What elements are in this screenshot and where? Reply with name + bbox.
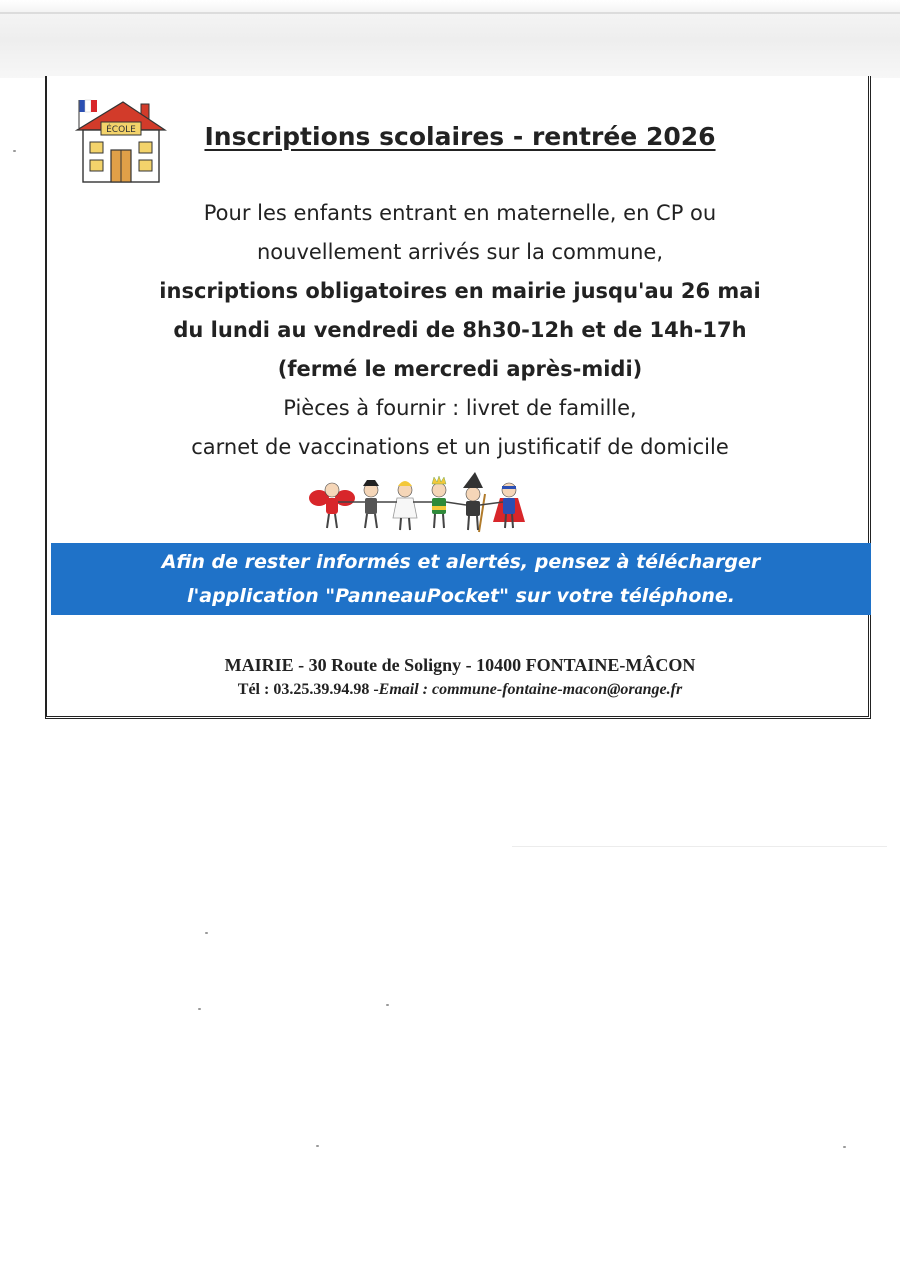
scan-speck [386, 1004, 389, 1006]
closed-note: (fermé le mercredi après-midi) [277, 357, 643, 381]
mairie-contact [47, 681, 873, 699]
school-registration-poster [45, 76, 871, 719]
email-address: Email : commune-fontaine-macon@orange.fr [378, 681, 683, 698]
hours-line: du lundi au vendredi de 8h30-12h et de 14h-17h [173, 318, 747, 342]
documents-line-1: Pièces à fournir : livret de famille, [283, 396, 637, 420]
deadline-line: inscriptions obligatoires en mairie jusqu'au 26 mai [159, 279, 761, 303]
children-illustration [305, 472, 545, 536]
phone-number: Tél : 03.25.39.94.98 - [237, 681, 379, 698]
info-line-2: nouvellement arrivés sur la commune, [256, 240, 664, 264]
banner-line-2: l'application "PanneauPocket" sur votre téléphone. [186, 585, 736, 607]
info-line-1: Pour les enfants entrant en maternelle, en CP ou [203, 201, 717, 225]
scan-speck [205, 932, 208, 934]
scan-speck [13, 150, 16, 152]
scan-speck [198, 1008, 201, 1010]
page-title: Inscriptions scolaires - rentrée 2026 [204, 122, 716, 151]
ecole-sign-text: ÉCOLE [106, 125, 136, 135]
mairie-address: MAIRIE - 30 Route de Soligny - 10400 FONTAINE-MÂCON [224, 655, 696, 675]
registration-info [47, 194, 873, 467]
scan-speck [316, 1145, 319, 1147]
panneaupocket-banner [51, 543, 871, 615]
scan-edge [0, 12, 900, 14]
documents-line-2: carnet de vaccinations et un justificatif de domicile [191, 435, 729, 459]
scan-speck [843, 1146, 846, 1148]
banner-line-1: Afin de rester informés et alertés, pensez à télécharger [161, 551, 761, 573]
scan-artifact-line [512, 846, 887, 847]
